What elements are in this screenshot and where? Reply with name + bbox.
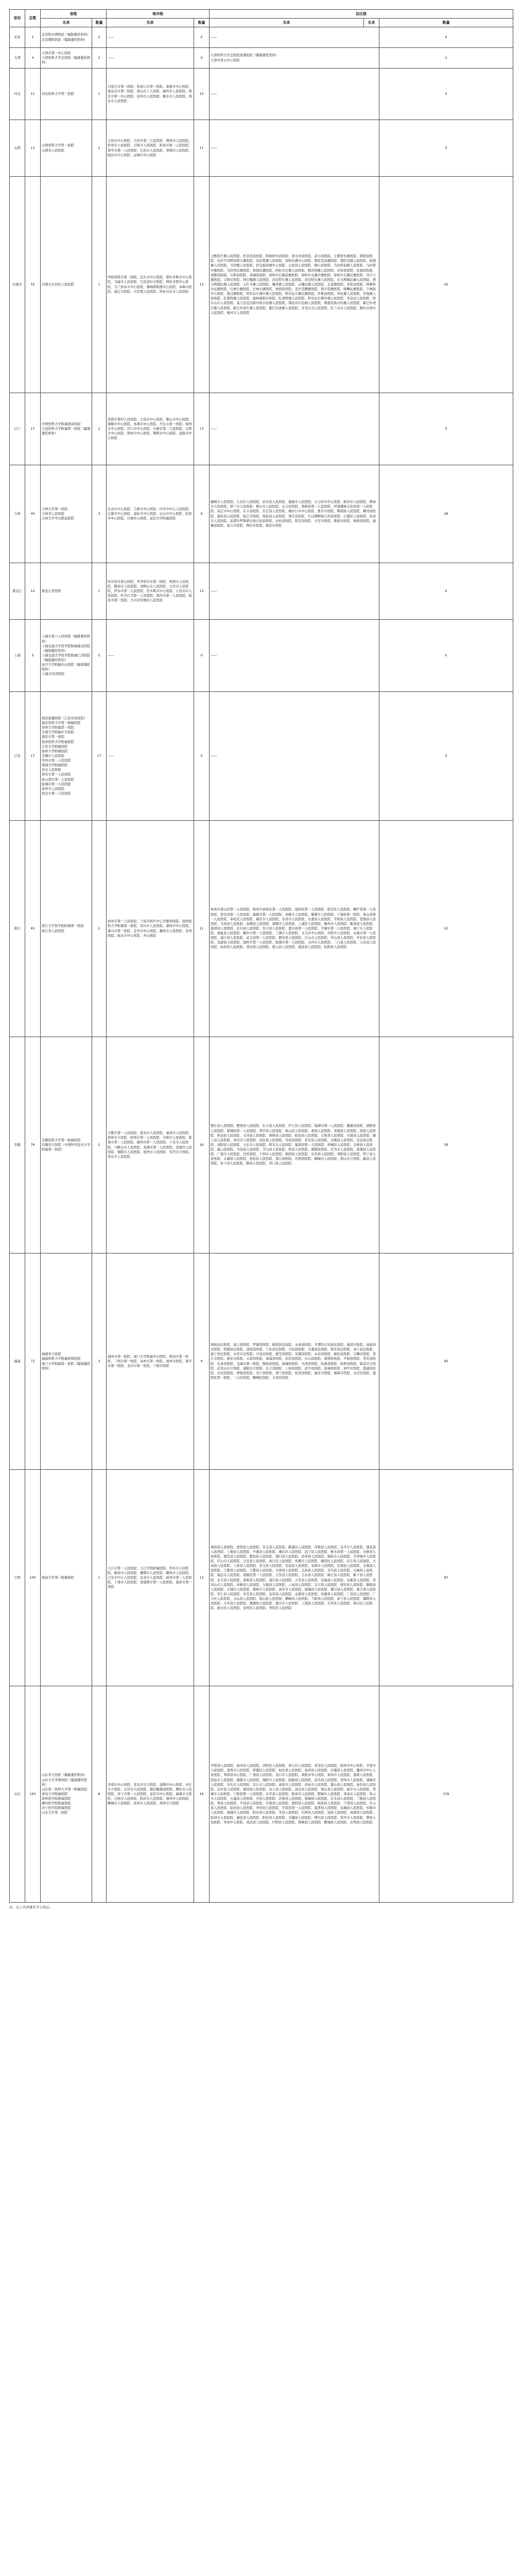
prov-names-cell: 中国医科大学附属盛京医院 大连医科大学附属第一医院（编制委托机构） bbox=[41, 393, 92, 465]
total-cell: 14 bbox=[25, 563, 41, 620]
prov-count-cell: 17 bbox=[92, 692, 107, 821]
county-count-cell: 0 bbox=[379, 563, 513, 620]
city-names-cell: 石家庄市第一医院、张家口市第一医院、承德市中心医院、秦皇岛市第一医院、唐山市工人医院、廊坊市人民医院、保定市第一中心医院、沧州市人民医院、衡水市人民医院、邢台市人民医院 bbox=[107, 69, 194, 120]
province-cell: 内蒙古 bbox=[10, 177, 25, 393]
total-cell: 13 bbox=[25, 120, 41, 177]
city-names-cell: 太原市中心医院、大同市第三人民医院、朔州市人民医院、忻州市人民医院、吕梁市人民医院、阳泉市第一人民医院、晋中市第一人民医院、长治市人民医院、晋城市人民医院、临汾市中心医院、运城市中心医院 bbox=[107, 120, 194, 177]
county-count-cell: 42 bbox=[379, 177, 513, 393]
total-cell: 65 bbox=[25, 821, 41, 1037]
county-names-cell: 天津医科大学总医院滨海医院（编制委托机构） 天津市第五中心医院 bbox=[210, 48, 379, 69]
county-names-cell: —— bbox=[210, 692, 379, 821]
province-cell: 江苏 bbox=[10, 692, 25, 821]
county-names-cell: —— bbox=[210, 393, 379, 465]
prov-names-cell: 浙江大学医学院附属第一医院 浙江省人民医院 bbox=[41, 821, 92, 1037]
city-names-cell: 合肥市第一人民医院、淮北市人民医院、亳州市人民医院、宿州市立医院、蚌埠市第一人民医院、阜阳市人民医院、淮南市第一人民医院、滁州市第一人民医院、六安市人民医院、马鞍山市人民医院、芜湖市第二人民医院、宣城市人民医院、铜陵市人民医院、池州市人民医院、安庆市立医院、黄山市人民医院 bbox=[107, 1037, 194, 1253]
total-cell: 5 bbox=[25, 620, 41, 692]
header-total: 总数 bbox=[25, 10, 41, 27]
province-row bbox=[10, 1470, 513, 1686]
total-cell: 17 bbox=[25, 692, 41, 821]
province-cell: 山东 bbox=[10, 1686, 25, 1903]
prov-names-cell: 山西医科大学第一医院 山西省人民医院 bbox=[41, 120, 92, 177]
prov-count-cell: 8 bbox=[92, 1686, 107, 1903]
document bbox=[9, 9, 513, 1909]
city-names-cell: 哈尔滨市第五医院、齐齐哈尔市第一医院、鸡西市人民医院、鹤岗市人民医院、双鸭山市人民医院、大庆市人民医院、伊春市第一人民医院、佳木斯市中心医院、七台河市人民医院、牡丹江市第一人民医院、黑河市第一人民医院、绥化市第一医院、大兴安岭地区人民医院 bbox=[107, 563, 194, 620]
province-row bbox=[10, 48, 513, 69]
city-count-cell: 13 bbox=[194, 393, 210, 465]
table-body bbox=[10, 27, 513, 1903]
total-cell: 76 bbox=[25, 1037, 41, 1253]
province-row bbox=[10, 821, 513, 1037]
header-county-names-b: 名单 bbox=[364, 19, 379, 27]
city-count-cell: 9 bbox=[194, 1253, 210, 1470]
city-count-cell: 12 bbox=[194, 1470, 210, 1686]
county-count-cell: 139 bbox=[379, 1686, 513, 1903]
prov-count-cell: 1 bbox=[92, 563, 107, 620]
county-names-cell: 闽侯县总医院、连江县医院、罗源县医院、闽清县总医院、永泰县医院、平潭综合实验区医院、福清市医院、仙游县总医院、明溪县总医院、清流县医院、宁化县总医院、大田县医院、尤溪县总医院、将乐县总医院、泰宁县总医院、建宁县总医院、永安市总医院、沙县总医院、惠安县医院、安溪县医院、永春县医院、德化县医院、石狮市医院、晋江市医院、南安市医院、云霄县医院、漳浦县医院、诏安县医院、东山县医院、南靖县医院、平和县医院、华安县医院、长泰县医院、龙海市第一医院、顺昌县医院、浦城县医院、光泽县医院、松溪县医院、政和县医院、邵武市立医院、武夷山市立医院、建瓯市立医院、长汀县医院、上杭县医院、武平县医院、连城县医院、漳平市医院、霞浦县医院、古田县医院、屏南县医院、寿宁县医院、周宁县医院、柘荣县医院、福安市医院、福鼎市医院、永定区医院、建阳区第一医院、三元区医院、鲤城区医院、丰泽区医院 bbox=[210, 1253, 379, 1470]
county-count-cell: 0 bbox=[379, 120, 513, 177]
prov-count-cell: 2 bbox=[92, 120, 107, 177]
total-cell: 17 bbox=[25, 393, 41, 465]
city-count-cell: 0 bbox=[194, 48, 210, 69]
header-province: 省份 bbox=[10, 10, 25, 27]
city-count-cell: 0 bbox=[194, 620, 210, 692]
prov-names-cell: 吉林大学第一医院 吉林省人民医院 吉林大学中日联谊医院 bbox=[41, 465, 92, 563]
city-names-cell: 杭州市第一人民医院、宁波市医疗中心李惠利医院、温州医科大学附属第一医院、绍兴市人民医院、湖州市中心医院、嘉兴市第一医院、金华市中心医院、衢州市人民医院、台州医院、丽水市中心医院、舟山医院 bbox=[107, 821, 194, 1037]
city-count-cell: 12 bbox=[194, 177, 210, 393]
city-count-cell: 13 bbox=[194, 563, 210, 620]
county-count-cell: 60 bbox=[379, 1253, 513, 1470]
total-cell: 4 bbox=[25, 48, 41, 69]
header-row-2 bbox=[10, 19, 513, 27]
header-city-level: 地市级 bbox=[107, 10, 210, 19]
county-count-cell: 0 bbox=[379, 620, 513, 692]
prov-names-cell: 黑龙江省医院 bbox=[41, 563, 92, 620]
city-count-cell: 10 bbox=[194, 69, 210, 120]
county-names-cell: 平阴县人民医院、商河县人民医院、济阳区人民医院、章丘区人民医院、莱芜区人民医院、胶州市中心医院、平度市人民医院、莱西市人民医院、即墨区人民医院、桓台县人民医院、高青县人民医院、沂源县人民医院、滕州市中心人民医院、利津县中心医院、广饶县人民医院、龙口市人民医院、莱阳市中心医院、莱州市人民医院、蓬莱人民医院、招远市人民医院、栖霞市人民医院、海阳市人民医院、临朐县人民医院、昌乐县人民医院、青州市人民医院、诸城市人民医院、寿光市人民医院、安丘市人民医院、高密市人民医院、昌邑市人民医院、微山县人民医院、鱼台县人民医院、金乡县人民医院、嘉祥县人民医院、汶上县人民医院、泗水县人民医院、梁山县人民医院、曲阜市人民医院、邹城市人民医院、宁阳县第一人民医院、东平县人民医院、新泰市人民医院、肥城市人民医院、荣成市人民医院、乳山市人民医院、五莲县人民医院、莒县人民医院、沂南县人民医院、郯城县人民医院、沂水县人民医院、兰陵县人民医院、费县人民医院、平邑县人民医院、莒南县人民医院、蒙阴县人民医院、临沭县人民医院、宁津县人民医院、庆云县人民医院、临邑县人民医院、齐河县人民医院、平原县第一人民医院、夏津县人民医院、武城县人民医院、乐陵市人民医院、禹城市人民医院、阳谷县人民医院、莘县人民医院、东阿县人民医院、冠县人民医院、高唐县人民医院、临清市人民医院、惠民县人民医院、阳信县人民医院、无棣县人民医院、博兴县人民医院、邹平市人民医院、曹县人民医院、单县中心医院、成武县人民医院、巨野县人民医院、郓城县人民医院、鄄城县人民医院、东明县人民医院 bbox=[210, 1686, 379, 1903]
city-count-cell: 16 bbox=[194, 1686, 210, 1903]
prov-count-cell: 1 bbox=[92, 1470, 107, 1686]
county-names-cell: —— bbox=[210, 69, 379, 120]
prov-names-cell: 福建省立医院 福建医科大学附属协和医院 厦门大学附属第一医院（编制委托机构） bbox=[41, 1253, 92, 1470]
prov-names-cell: 内蒙古自治区人民医院 bbox=[41, 177, 92, 393]
city-count-cell: 16 bbox=[194, 1037, 210, 1253]
county-count-cell: 0 bbox=[379, 692, 513, 821]
county-count-cell: 28 bbox=[379, 465, 513, 563]
total-cell: 11 bbox=[25, 69, 41, 120]
province-cell: 北京 bbox=[10, 27, 25, 48]
header-county-names-a: 名单 bbox=[210, 19, 364, 27]
county-count-cell: 2 bbox=[379, 48, 513, 69]
province-row bbox=[10, 1253, 513, 1470]
hospital-list-table bbox=[9, 9, 513, 1903]
province-row bbox=[10, 69, 513, 120]
prov-names-cell: 河北医科大学第三医院 bbox=[41, 69, 92, 120]
county-count-cell: 0 bbox=[379, 69, 513, 120]
prov-names-cell: 天津市第一中心医院 天津医科大学总医院（编制委托机构） bbox=[41, 48, 92, 69]
city-count-cell: 11 bbox=[194, 120, 210, 177]
county-names-cell: —— bbox=[210, 563, 379, 620]
city-names-cell: 济南市中心医院、青岛市市立医院、淄博市中心医院、枣庄市立医院、东营市人民医院、烟台毓璜顶医院、潍坊市人民医院、济宁市第一人民医院、泰安市中心医院、威海市立医院、日照市人民医院、临沂市人民医院、德州市人民医院、聊城市人民医院、滨州市人民医院、菏泽市立医院 bbox=[107, 1686, 194, 1903]
prov-count-cell: 2 bbox=[92, 27, 107, 48]
prov-count-cell: 1 bbox=[92, 177, 107, 393]
city-names-cell: 呼和浩特市第二医院、包头市中心医院、鄂尔多斯市中心医院、乌海市人民医院、巴彦淖尔市医院、阿拉善盟中心医院、乌兰察布市中心医院、锡林郭勒盟中心医院、赤峰市医院、通辽市医院、兴安盟人民医院、呼伦贝尔市人民医院 bbox=[107, 177, 194, 393]
prov-count-cell: 2 bbox=[92, 393, 107, 465]
province-row bbox=[10, 563, 513, 620]
county-names-cell: —— bbox=[210, 120, 379, 177]
prov-names-cell: 山东省立医院（编制委托机构） 山东大学齐鲁医院（编制委托机构） 山东第一医科大学第一附属医院 青岛大学附属医院 滨州医学院附属医院 潍坊医学院附属医院 济宁医学院附属医院 山东大学第二医院 bbox=[41, 1686, 92, 1903]
county-count-cell: 52 bbox=[379, 821, 513, 1037]
province-row bbox=[10, 120, 513, 177]
city-names-cell: 九江市第一人民医院、九江学院附属医院、萍乡市人民医院、新余市人民医院、鹰潭市人民医院、赣州市人民医院、吉安市中心人民医院、宜春市人民医院、抚州市第一人民医院、上饶市人民医院、景德镇市第一人民医院、南昌市第一医院 bbox=[107, 1470, 194, 1686]
province-cell: 黑龙江 bbox=[10, 563, 25, 620]
province-row bbox=[10, 465, 513, 563]
prov-count-cell: 1 bbox=[92, 69, 107, 120]
city-names-cell: —— bbox=[107, 48, 194, 69]
city-names-cell: 长春市中心医院、吉林市中心医院、四平市中心人民医院、辽源市中心医院、通化市中心医院、白山市中心医院、松原市中心医院、白城中心医院、延边大学附属医院 bbox=[107, 465, 194, 563]
city-count-cell: 0 bbox=[194, 27, 210, 48]
city-names-cell: —— bbox=[107, 692, 194, 821]
city-names-cell: —— bbox=[107, 620, 194, 692]
total-cell: 72 bbox=[25, 1253, 41, 1470]
city-names-cell: 沈阳市第四人民医院、大连市中心医院、鞍山市中心医院、抚顺市中心医院、本溪市中心医院、丹东市第一医院、锦州市中心医院、营口市中心医院、阜新市第二人民医院、辽阳市中心医院、铁岭市中心医院、朝阳市中心医院、盘锦市中心医院 bbox=[107, 393, 194, 465]
province-row bbox=[10, 620, 513, 692]
prov-count-cell: 3 bbox=[92, 465, 107, 563]
province-cell: 江西 bbox=[10, 1470, 25, 1686]
total-cell: 55 bbox=[25, 177, 41, 393]
province-cell: 福建 bbox=[10, 1253, 25, 1470]
county-count-cell: 58 bbox=[379, 1037, 513, 1253]
province-cell: 安徽 bbox=[10, 1037, 25, 1253]
total-cell: 100 bbox=[25, 1470, 41, 1686]
province-cell: 河北 bbox=[10, 69, 25, 120]
county-names-cell: —— bbox=[210, 27, 379, 48]
header-county-count: 数量 bbox=[379, 19, 513, 27]
header-city-names: 名单 bbox=[107, 19, 194, 27]
city-names-cell: 福州市第一医院、厦门大学附属中山医院、莆田市第一医院、三明市第一医院、泉州市第一医院、漳州市医院、南平市第一医院、龙岩市第一医院、宁德市医院 bbox=[107, 1253, 194, 1470]
province-cell: 辽宁 bbox=[10, 393, 25, 465]
province-row bbox=[10, 1686, 513, 1903]
province-row bbox=[10, 393, 513, 465]
prov-names-cell: 北京积水潭医院（编制委托机构） 北京朝阳医院（编制委托机构） bbox=[41, 27, 92, 48]
province-row bbox=[10, 692, 513, 821]
province-cell: 山西 bbox=[10, 120, 25, 177]
prov-count-cell: 2 bbox=[92, 821, 107, 1037]
header-city-count: 数量 bbox=[194, 19, 210, 27]
header-prov-count: 数量 bbox=[92, 19, 107, 27]
prov-count-cell: 2 bbox=[92, 1037, 107, 1253]
total-cell: 2 bbox=[25, 27, 41, 48]
city-names-cell: —— bbox=[107, 27, 194, 48]
prov-names-cell: 南京鼓楼医院（江苏省县医院） 南京医科大学第一附属医院 苏州大学附属第一医院 东南大学附属中大医院 南京市第一医院 徐州医科大学附属医院 江苏大学附属医院 扬州大学附属医院 无锡市人民医院 常州市第一人民医院 南通大学附属医院 苏北人民医院 淮安市第一人民医院 连云港市第一人民医院 盐城市第一人民医院 泰州市人民医院 宿迁市第一人民医院 bbox=[41, 692, 92, 821]
county-names-cell: 榆树市人民医院、九台区人民医院、农安县人民医院、德惠市人民医院、公主岭市中心医院、蛟河市人民医院、桦甸市人民医院、舒兰市人民医院、磐石市人民医院、永吉县医院、梨树县第一人民医院、伊通满族自治县第一人民医院、双辽市中心医院、东丰县医院、东辽县人民医院、梅河口市中心医院、集安市医院、辉南县人民医院、柳河县医院、通化县人民医院、临江市医院、抚松县人民医院、靖宇县医院、长白朝鲜族自治县医院、江源区人民医院、扶余市人民医院、前郭尔罗斯蒙古族自治县医院、长岭县医院、乾安县医院、大安市医院、洮南市医院、镇赉县医院、通榆县医院、延吉市医院、图们市医院、敦化市医院 bbox=[210, 465, 379, 563]
county-count-cell: 0 bbox=[379, 393, 513, 465]
province-row bbox=[10, 1037, 513, 1253]
province-cell: 浙江 bbox=[10, 821, 25, 1037]
county-names-cell: —— bbox=[210, 620, 379, 692]
province-row bbox=[10, 177, 513, 393]
county-names-cell: 土默特左旗人民医院、托克托县医院、和林格尔县医院、清水河县医院、武川县医院、土默特右旗医院、固阳县医院、达尔罕茂明安联合旗医院、达拉特旗人民医院、准格尔旗中心医院、鄂托克前旗医院、鄂托克旗人民医院、杭锦旗人民医院、乌审旗人民医院、伊金霍洛旗中心医院、五原县人民医院、磴口县医院、乌拉特前旗人民医院、乌拉特中旗医院、乌拉特后旗医院、杭锦后旗医院、阿拉善右旗人民医院、额济纳旗人民医院、卓资县医院、化德县医院、商都县医院、兴和县医院、凉城县医院、察哈尔右翼前旗医院、察哈尔右翼中旗医院、察哈尔右翼后旗医院、四子王旗医院、丰镇市医院、阿巴嘎旗人民医院、苏尼特左旗人民医院、苏尼特右旗人民医院、东乌珠穆沁旗人民医院、西乌珠穆沁旗人民医院、太仆寺旗人民医院、镶黄旗人民医院、正镶白旗人民医院、正蓝旗医院、多伦县医院、阿鲁科尔沁旗医院、巴林左旗医院、巴林右旗医院、林西县医院、克什克腾旗医院、翁牛特旗医院、喀喇沁旗医院、宁城县中心医院、敖汉旗医院、科尔沁左翼中旗人民医院、科尔沁左翼后旗医院、开鲁县医院、库伦旗人民医院、奈曼旗人民医院、扎鲁特旗人民医院、霍林郭勒市医院、扎赉特旗人民医院、科尔沁右翼中旗人民医院、突泉县人民医院、阿尔山市人民医院、莫力达瓦达斡尔族自治旗人民医院、鄂伦春自治旗人民医院、鄂温克族自治旗人民医院、新巴尔虎右旗人民医院、新巴尔虎左旗人民医院、陈巴尔虎旗人民医院、牙克石市人民医院、扎兰屯市人民医院、额尔古纳市人民医院、根河市人民医院 bbox=[210, 177, 379, 393]
total-cell: 163 bbox=[25, 1686, 41, 1903]
prov-count-cell: 2 bbox=[92, 48, 107, 69]
header-prov-names: 名单 bbox=[41, 19, 92, 27]
prov-names-cell: 安徽医科大学第一附属医院 安徽省立医院（中国科学技术大学附属第一医院） bbox=[41, 1037, 92, 1253]
prov-count-cell: 3 bbox=[92, 1253, 107, 1470]
header-prov-level: 省级 bbox=[41, 10, 107, 19]
city-count-cell: 0 bbox=[194, 692, 210, 821]
province-row bbox=[10, 27, 513, 48]
city-count-cell: 9 bbox=[194, 465, 210, 563]
county-names-cell: 杭州市萧山区第一人民医院、杭州市余杭区第一人民医院、富阳区第一人民医院、临安区人民医院、桐庐县第一人民医院、淳安县第一人民医院、建德市第一人民医院、余姚市人民医院、慈溪市人民医院、宁海县第一医院、象山县第一人民医院、奉化区人民医院、瑞安市人民医院、乐清市人民医院、永嘉县人民医院、平阳县人民医院、苍南县人民医院、文成县人民医院、泰顺县人民医院、诸暨市人民医院、上虞区人民医院、嵊州市人民医院、新昌县人民医院、德清县人民医院、长兴县人民医院、安吉县人民医院、嘉善县第一人民医院、平湖市第一人民医院、海宁市人民医院、海盐县人民医院、桐乡市第一人民医院、兰溪市人民医院、义乌市中心医院、东阳市人民医院、永康市第一人民医院、浦江县人民医院、武义县第一人民医院、磐安县人民医院、江山市人民医院、常山县人民医院、开化县人民医院、龙游县人民医院、温岭市第一人民医院、临海市第一人民医院、玉环市人民医院、三门县人民医院、天台县人民医院、仙居县人民医院、青田县人民医院、缙云县人民医院、遂昌县人民医院、松阳县人民医院 bbox=[210, 821, 379, 1037]
prov-names-cell: 上海市第六人民医院（编制委托机构） 上海交通大学医学院附属瑞金医院（编制委托机构） 上海交通大学医学院附属仁济医院（编制委托机构） 复旦大学附属中山医院（编制委托机构） 上海市同济医院 bbox=[41, 620, 92, 692]
prov-count-cell: 5 bbox=[92, 620, 107, 692]
province-cell: 上海 bbox=[10, 620, 25, 692]
county-names-cell: 肥东县人民医院、肥西县人民医院、长丰县人民医院、庐江县人民医院、巢湖市第一人民医院、濉溪县医院、涡阳县人民医院、蒙城县第一人民医院、利辛县人民医院、砀山县人民医院、萧县人民医院、灵璧县人民医院、泗县人民医院、怀远县人民医院、五河县人民医院、固镇县人民医院、临泉县人民医院、太和县人民医院、阜南县人民医院、颍上县人民医院、界首市人民医院、凤台县人民医院、寿县县医院、来安县人民医院、全椒县人民医院、定远县总医院、凤阳县人民医院、天长市人民医院、明光市人民医院、霍邱县第一人民医院、舒城县人民医院、金寨县人民医院、霍山县医院、当涂县人民医院、含山县人民医院、和县人民医院、南陵县医院、无为市人民医院、郎溪县人民医院、广德市人民医院、泾县医院、宁国市人民医院、枞阳县人民医院、东至县人民医院、青阳县人民医院、怀宁县人民医院、太湖县人民医院、宿松县人民医院、望江县医院、岳西县医院、桐城市人民医院、潜山市立医院、歙县人民医院、休宁县人民医院、黟县人民医院、祁门县人民医院 bbox=[210, 1037, 379, 1253]
county-count-cell: 87 bbox=[379, 1470, 513, 1686]
county-count-cell: 0 bbox=[379, 27, 513, 48]
footnote: 注：以上名单排名不分先后。 bbox=[9, 1905, 53, 1909]
header-row-1 bbox=[10, 10, 513, 19]
city-count-cell: 11 bbox=[194, 821, 210, 1037]
header-county-level: 县区级 bbox=[210, 10, 513, 19]
province-cell: 天津 bbox=[10, 48, 25, 69]
prov-names-cell: 南昌大学第一附属医院 bbox=[41, 1470, 92, 1686]
total-cell: 40 bbox=[25, 465, 41, 563]
county-names-cell: 南昌县人民医院、进贤县人民医院、安义县人民医院、新建区人民医院、浮梁县人民医院、乐平市人民医院、莲花县人民医院、上栗县人民医院、芦溪县人民医院、湘东区人民医院、武宁县人民医院、修水县第一人民医院、永修县人民医院、德安县人民医院、都昌县人民医院、湖口县人民医院、彭泽县人民医院、瑞昌市人民医院、共青城市人民医院、庐山市人民医院、分宜县人民医院、余江区人民医院、贵溪市人民医院、赣县区人民医院、信丰县人民医院、大余县人民医院、上犹县人民医院、崇义县人民医院、安远县人民医院、龙南市人民医院、定南县人民医院、全南县人民医院、宁都县人民医院、于都县人民医院、兴国县人民医院、会昌县人民医院、寻乌县人民医院、石城县人民医院、瑞金市人民医院、南康区第一人民医院、吉安县人民医院、吉水县人民医院、峡江县人民医院、新干县人民医院、永丰县人民医院、泰和县人民医院、遂川县人民医院、万安县人民医院、安福县人民医院、永新县人民医院、井冈山市人民医院、奉新县人民医院、万载县人民医院、上高县人民医院、宜丰县人民医院、靖安县人民医院、铜鼓县人民医院、丰城市人民医院、樟树市人民医院、高安市人民医院、南城县人民医院、黎川县人民医院、南丰县人民医院、崇仁县人民医院、乐安县人民医院、宜黄县人民医院、金溪县人民医院、资溪县人民医院、广昌县人民医院、广丰区人民医院、玉山县人民医院、铅山县人民医院、横峰县人民医院、弋阳县人民医院、余干县人民医院、鄱阳县人民医院、万年县人民医院、婺源县人民医院、德兴市人民医院、上饶县人民医院、东乡区人民医院、临川区人民医院、渝水区人民医院、袁州区人民医院、青原区人民医院 bbox=[210, 1470, 379, 1686]
province-cell: 吉林 bbox=[10, 465, 25, 563]
